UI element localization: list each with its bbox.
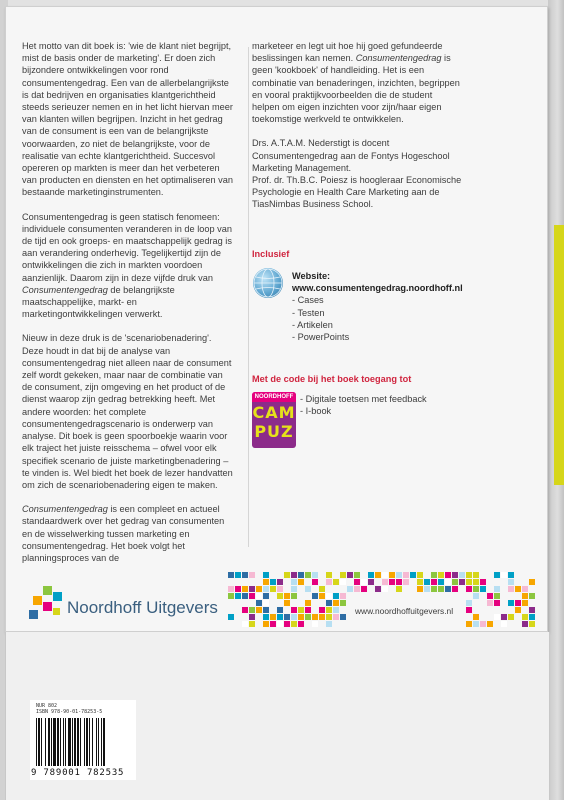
blurb-paragraph: Consumentengedrag is een compleet en actueel standaardwerk over het gedrag van consumenten en de wisselwerking tussen marketing en consumentengedrag. Het boek volgt het planningsproces van de: [22, 504, 225, 563]
color-mosaic: [228, 572, 542, 628]
blurb-paragraph: Nieuw in deze druk is de 'scenariobenadering'. Deze houdt in dat bij de analyse van consumentengedrag niet alleen naar de consument zelf wordt gekeken, maar naar de combinatie van de consument, zijn omgeving en het product of de dienst waarop zijn gedrag betrekking heeft. Met andere woorden: het complete consumentengedragscenario is onderwerp van analyse. Dit boek is geen spoorboekje waarin voor elk traject het juiste reisschema – ofwel voor elk specifiek scenario de juiste marketingbenadering – te vinden is. Wel biedt het boek de lezer handvatten om zich de scenariobenadering eigen te maken.: [22, 333, 233, 490]
website-block: [292, 270, 463, 343]
publisher-url[interactable]: www.noordhoffuitgevers.nl: [355, 606, 454, 616]
barcode-icon: [36, 718, 132, 766]
campus-heading: Met de code bij het boek toegang tot: [252, 374, 412, 384]
list-item: - Digitale toetsen met feedback: [300, 394, 427, 404]
list-item: - Cases: [292, 295, 324, 306]
yellow-marker: [554, 225, 564, 485]
ean-digits: 9 789001 782535: [31, 768, 125, 778]
blurb-right-column: [252, 40, 462, 223]
publisher-name: Noordhoff Uitgevers: [67, 598, 218, 617]
list-item: - I-book: [300, 406, 332, 417]
list-item: - Artikelen: [292, 319, 333, 330]
column-divider: [248, 47, 249, 547]
list-item: - Testen: [292, 307, 325, 318]
list-item: - PowerPoints: [292, 332, 350, 343]
publisher-logo-icon: [27, 586, 67, 626]
website-label: Website:: [292, 271, 331, 281]
isbn-info: NUR 802 ISBN 978-90-01-78253-5: [36, 703, 103, 715]
campus-list: [300, 393, 427, 417]
author-bio: Drs. A.T.A.M. Nederstigt is docent Consumentengedrag aan de Fontys Hogeschool Marketing Management. Prof. dr. Th.B.C. Poiesz is hoogleraar Economische Psychologie en Health Care Marketing aan de TiasNimbas Business School.: [252, 138, 462, 210]
blurb-paragraph: Consumentengedrag is geen statisch fenomeen: individuele consumenten veranderen in de loop van de tijd en ook groeps- en maatschappelijk gedrag is aan verandering onderhevig. Tegelijkertijd zijn de ontwikkelingen die zich in markten voordoen aanzienlijk. Daarom zijn in deze vijfde druk van Consumentengedrag de belangrijkste maatschappelijke, markt- en marketingontwikkelingen verwerkt.: [22, 211, 232, 320]
blurb-paragraph: marketeer en legt uit hoe hij goed gefundeerde beslissingen kan nemen. Consumentengedrag is geen 'kookboek' of handleiding. Het is een combinatie van benaderingen, inzichten, begrippen en vooral praktijkvoorbeelden die de student helpen om eigen inzichten voor zijn/haar eigen toekomstige werkveld te ontwikkelen.: [252, 41, 460, 125]
campus-logo: NOORDHOFF CAM PUZ: [252, 392, 296, 448]
blurb-left-column: [22, 40, 234, 576]
website-url[interactable]: www.consumentengedrag.noordhoff.nl: [292, 283, 463, 294]
inclusief-heading: Inclusief: [252, 249, 290, 259]
globe-icon: [253, 268, 283, 298]
blurb-paragraph: Het motto van dit boek is: 'wie de klant niet begrijpt, mist de basis onder de marketing'. Er doen zich bijzondere ontwikkelingen voor rond consumentengedrag. Een van de allerbelangrijkste is dat bedrijven en organisaties klantgerichtheid steeds serieuzer nemen en in het licht hiervan meer van klanten willen begrijpen. Inzicht in het gedrag van de consument is een van de belangrijkste voorwaarden, zo niet de belangrijkste, voor de realisatie van echte klantgerichtheid. Succesvol opereren op markten is meer dan het verbeteren van producten en diensten en het optimaliseren van bestaande marketinginstrumenten.: [22, 41, 233, 198]
